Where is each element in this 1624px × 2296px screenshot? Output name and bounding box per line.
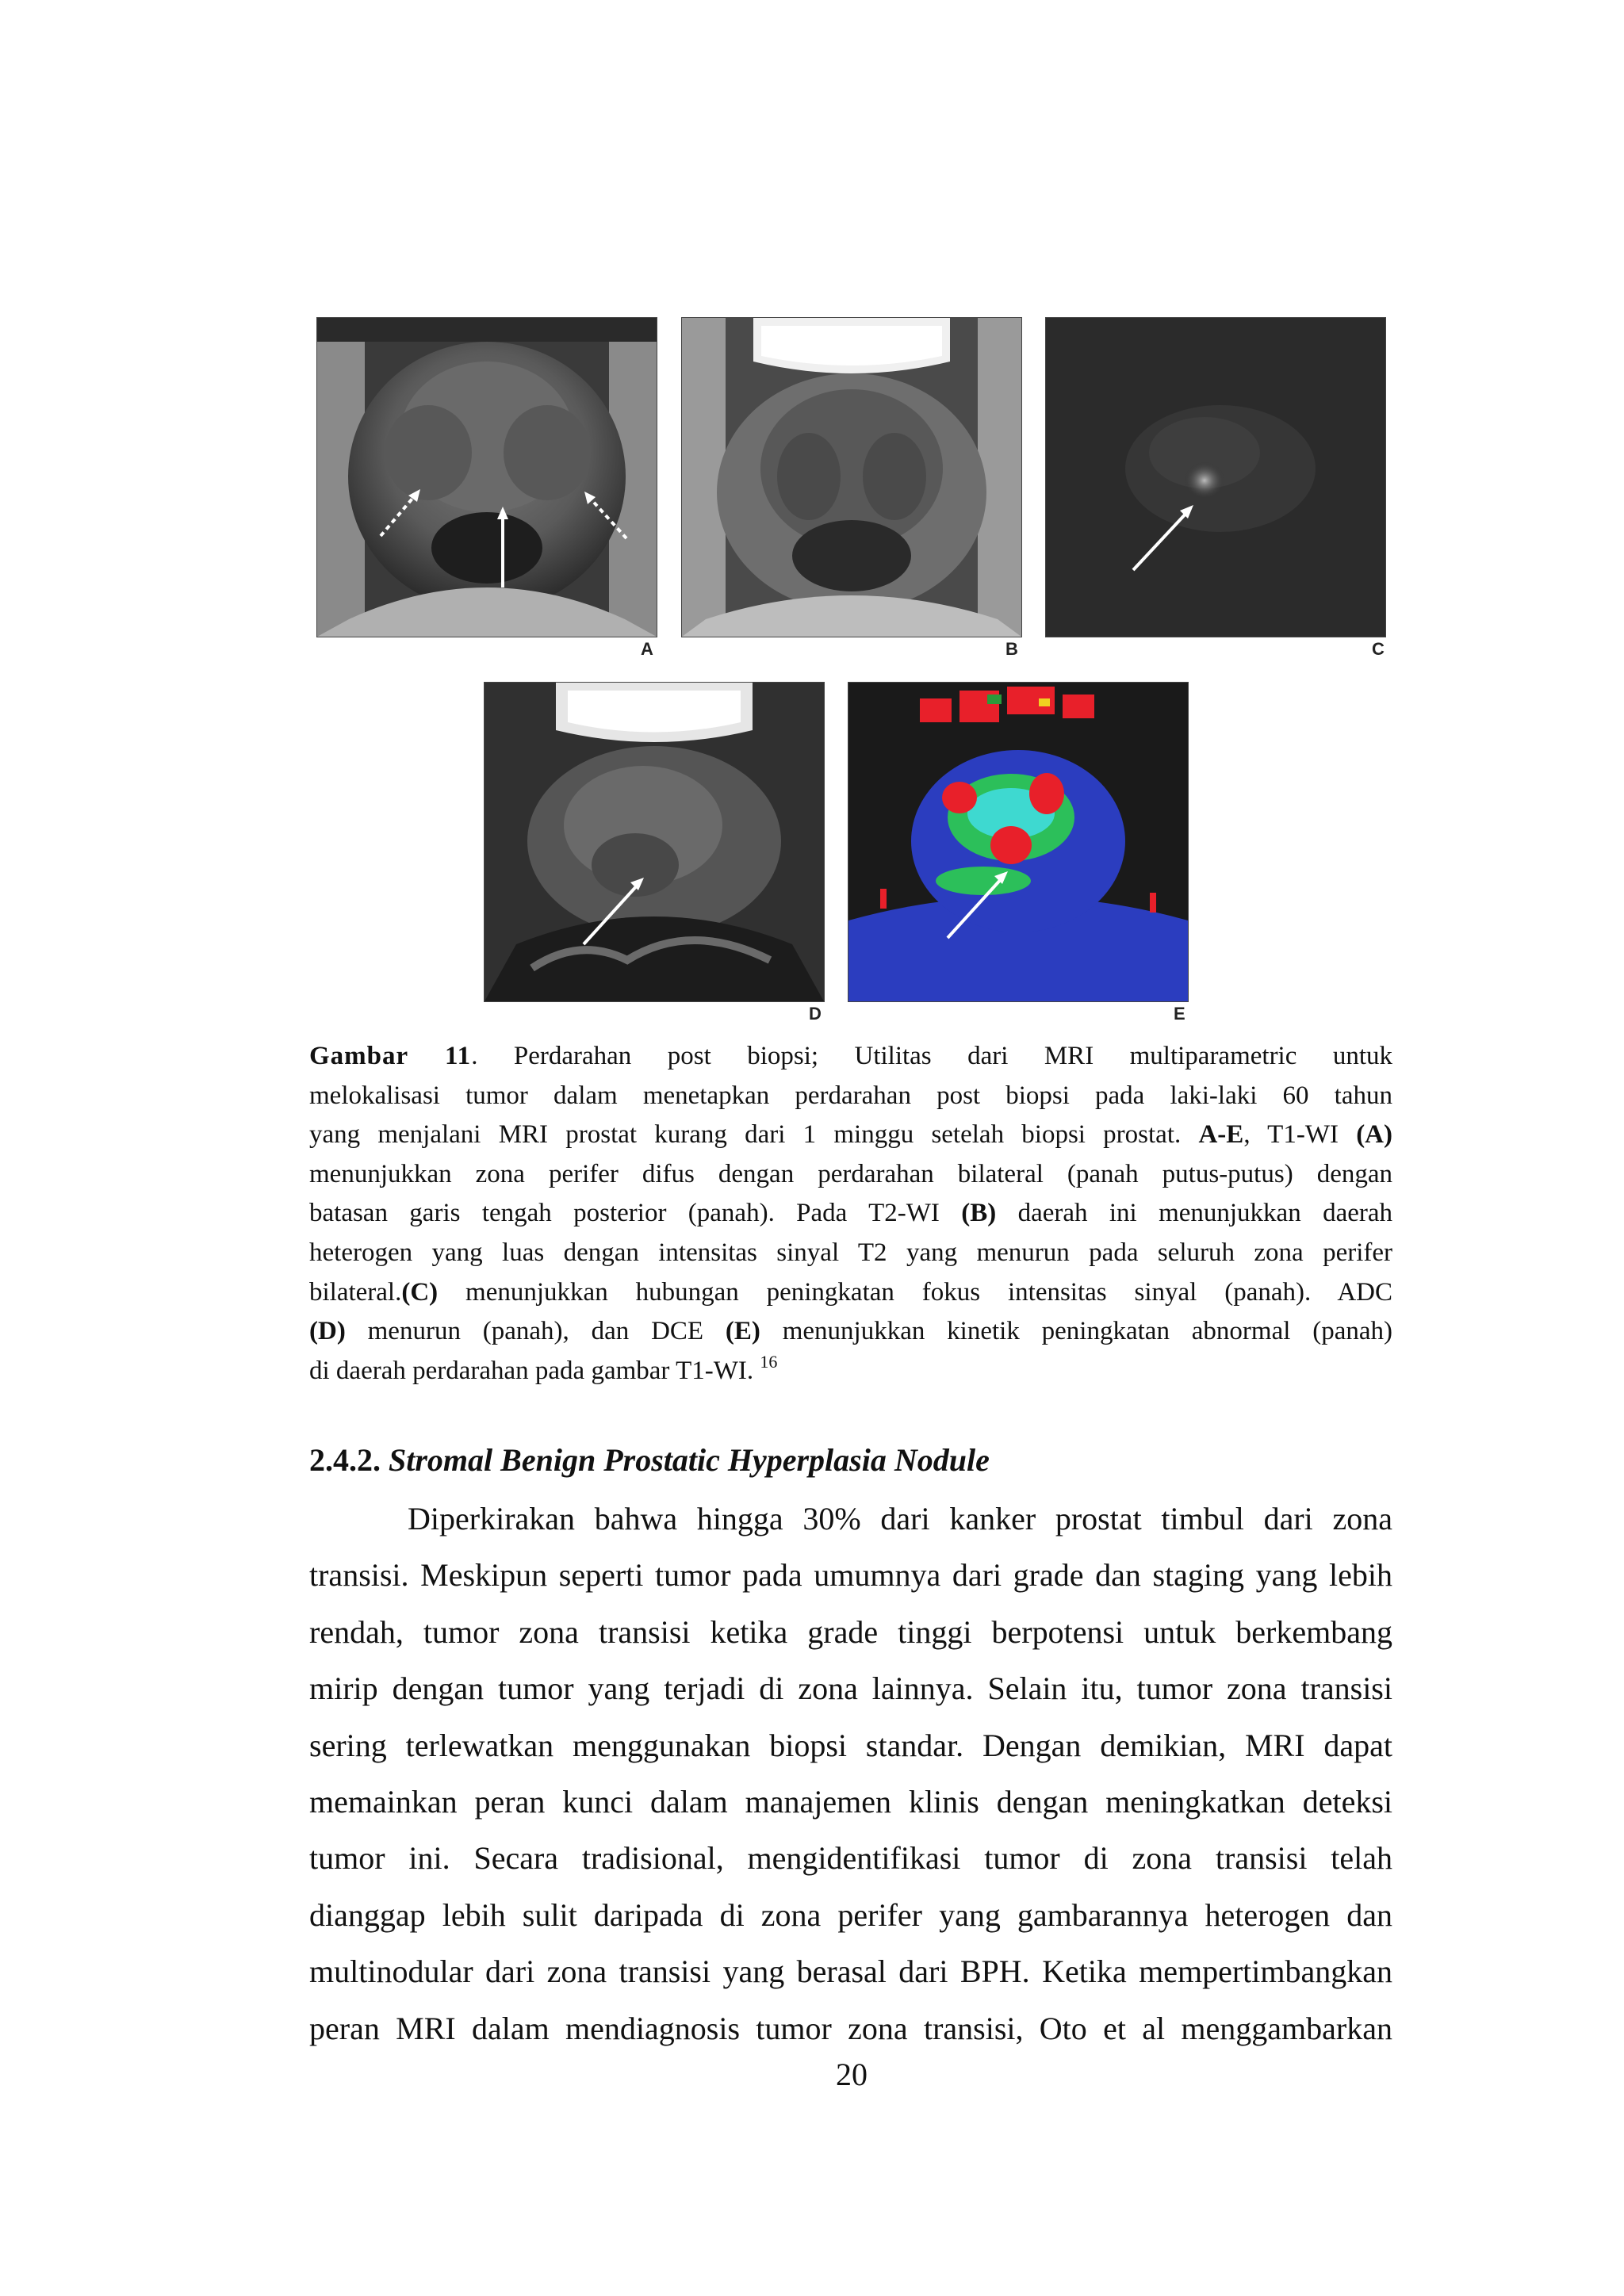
- body-line: memainkan peran kunci dalam manajemen klinis dengan meningkatkan deteksi: [309, 1784, 1392, 1820]
- mri-image-a: [317, 318, 657, 637]
- section-title: Stromal Benign Prostatic Hyperplasia Nodule: [389, 1442, 990, 1478]
- body-line: transisi. Meskipun seperti tumor pada umumnya dari grade dan staging yang lebih: [309, 1557, 1392, 1594]
- mri-panel-c: [1045, 317, 1386, 637]
- body-line: dianggap lebih sulit daripada di zona perifer yang gambarannya heterogen dan: [309, 1896, 1392, 1933]
- section-number: 2.4.2.: [309, 1442, 389, 1478]
- mri-image-d: [485, 683, 824, 1001]
- mri-image-b: [682, 318, 1021, 637]
- mri-panel-b: [681, 317, 1022, 637]
- mri-panel-e: [848, 682, 1189, 1002]
- panel-label-a: A: [641, 639, 654, 659]
- reference-number: 16: [760, 1351, 778, 1372]
- body-line: Diperkirakan bahwa hingga 30% dari kanker prostat timbul dari zona: [408, 1501, 1392, 1536]
- body-paragraph: [309, 1490, 1392, 2057]
- panel-label-c: C: [1372, 639, 1385, 659]
- panel-label-d: D: [809, 1004, 822, 1024]
- section-heading: [309, 1441, 990, 1479]
- panel-label-b: B: [1005, 639, 1019, 659]
- mri-image-e: [848, 683, 1188, 1001]
- panel-label-e: E: [1174, 1004, 1186, 1024]
- mri-image-c: [1046, 318, 1385, 637]
- figure-caption: Gambar 11. Perdarahan post biopsi; Utilitas dari MRI multiparametric untuk melokalisasi tumor dalam menetapkan perdarahan post biopsi pada laki-laki 60 tahun yang menjalani MRI prostat kurang dari 1 minggu setelah biopsi prostat. A-E, T1-WI (A) menunjukkan zona perifer difus dengan perdarahan bilateral (panah putus-putus) dengan batasan garis tengah posterior (panah). Pada T2-WI (B) daerah ini menunjukkan daerah heterogen yang luas dengan intensitas sinyal T2 yang menurun pada seluruh zona perifer bilateral.(C) menunjukkan hubungan peningkatan fokus intensitas sinyal (panah). ADC (D) menurun (panah), dan DCE (E) menunjukkan kinetik peningkatan abnormal (panah) di daerah perdarahan pada gambar T1-WI. $^{16}$: [309, 1042, 1392, 1385]
- body-line: sering terlewatkan menggunakan biopsi standar. Dengan demikian, MRI dapat: [309, 1727, 1392, 1763]
- body-line: tumor ini. Secara tradisional, mengidentifikasi tumor di zona transisi telah: [309, 1840, 1392, 1877]
- mri-panel-a: [316, 317, 657, 637]
- body-line: peran MRI dalam mendiagnosis tumor zona transisi, Oto et al menggambarkan: [309, 2010, 1392, 2046]
- caption-label: Gambar 11: [309, 1042, 472, 1070]
- body-line: mirip dengan tumor yang terjadi di zona lainnya. Selain itu, tumor zona transisi: [309, 1670, 1392, 1707]
- mri-panel-d: [484, 682, 825, 1002]
- page-number: 20: [836, 2057, 868, 2092]
- body-line: multinodular dari zona transisi yang berasal dari BPH. Ketika mempertimbangkan: [309, 1954, 1392, 1990]
- body-line: rendah, tumor zona transisi ketika grade tinggi berpotensi untuk berkembang: [309, 1613, 1392, 1650]
